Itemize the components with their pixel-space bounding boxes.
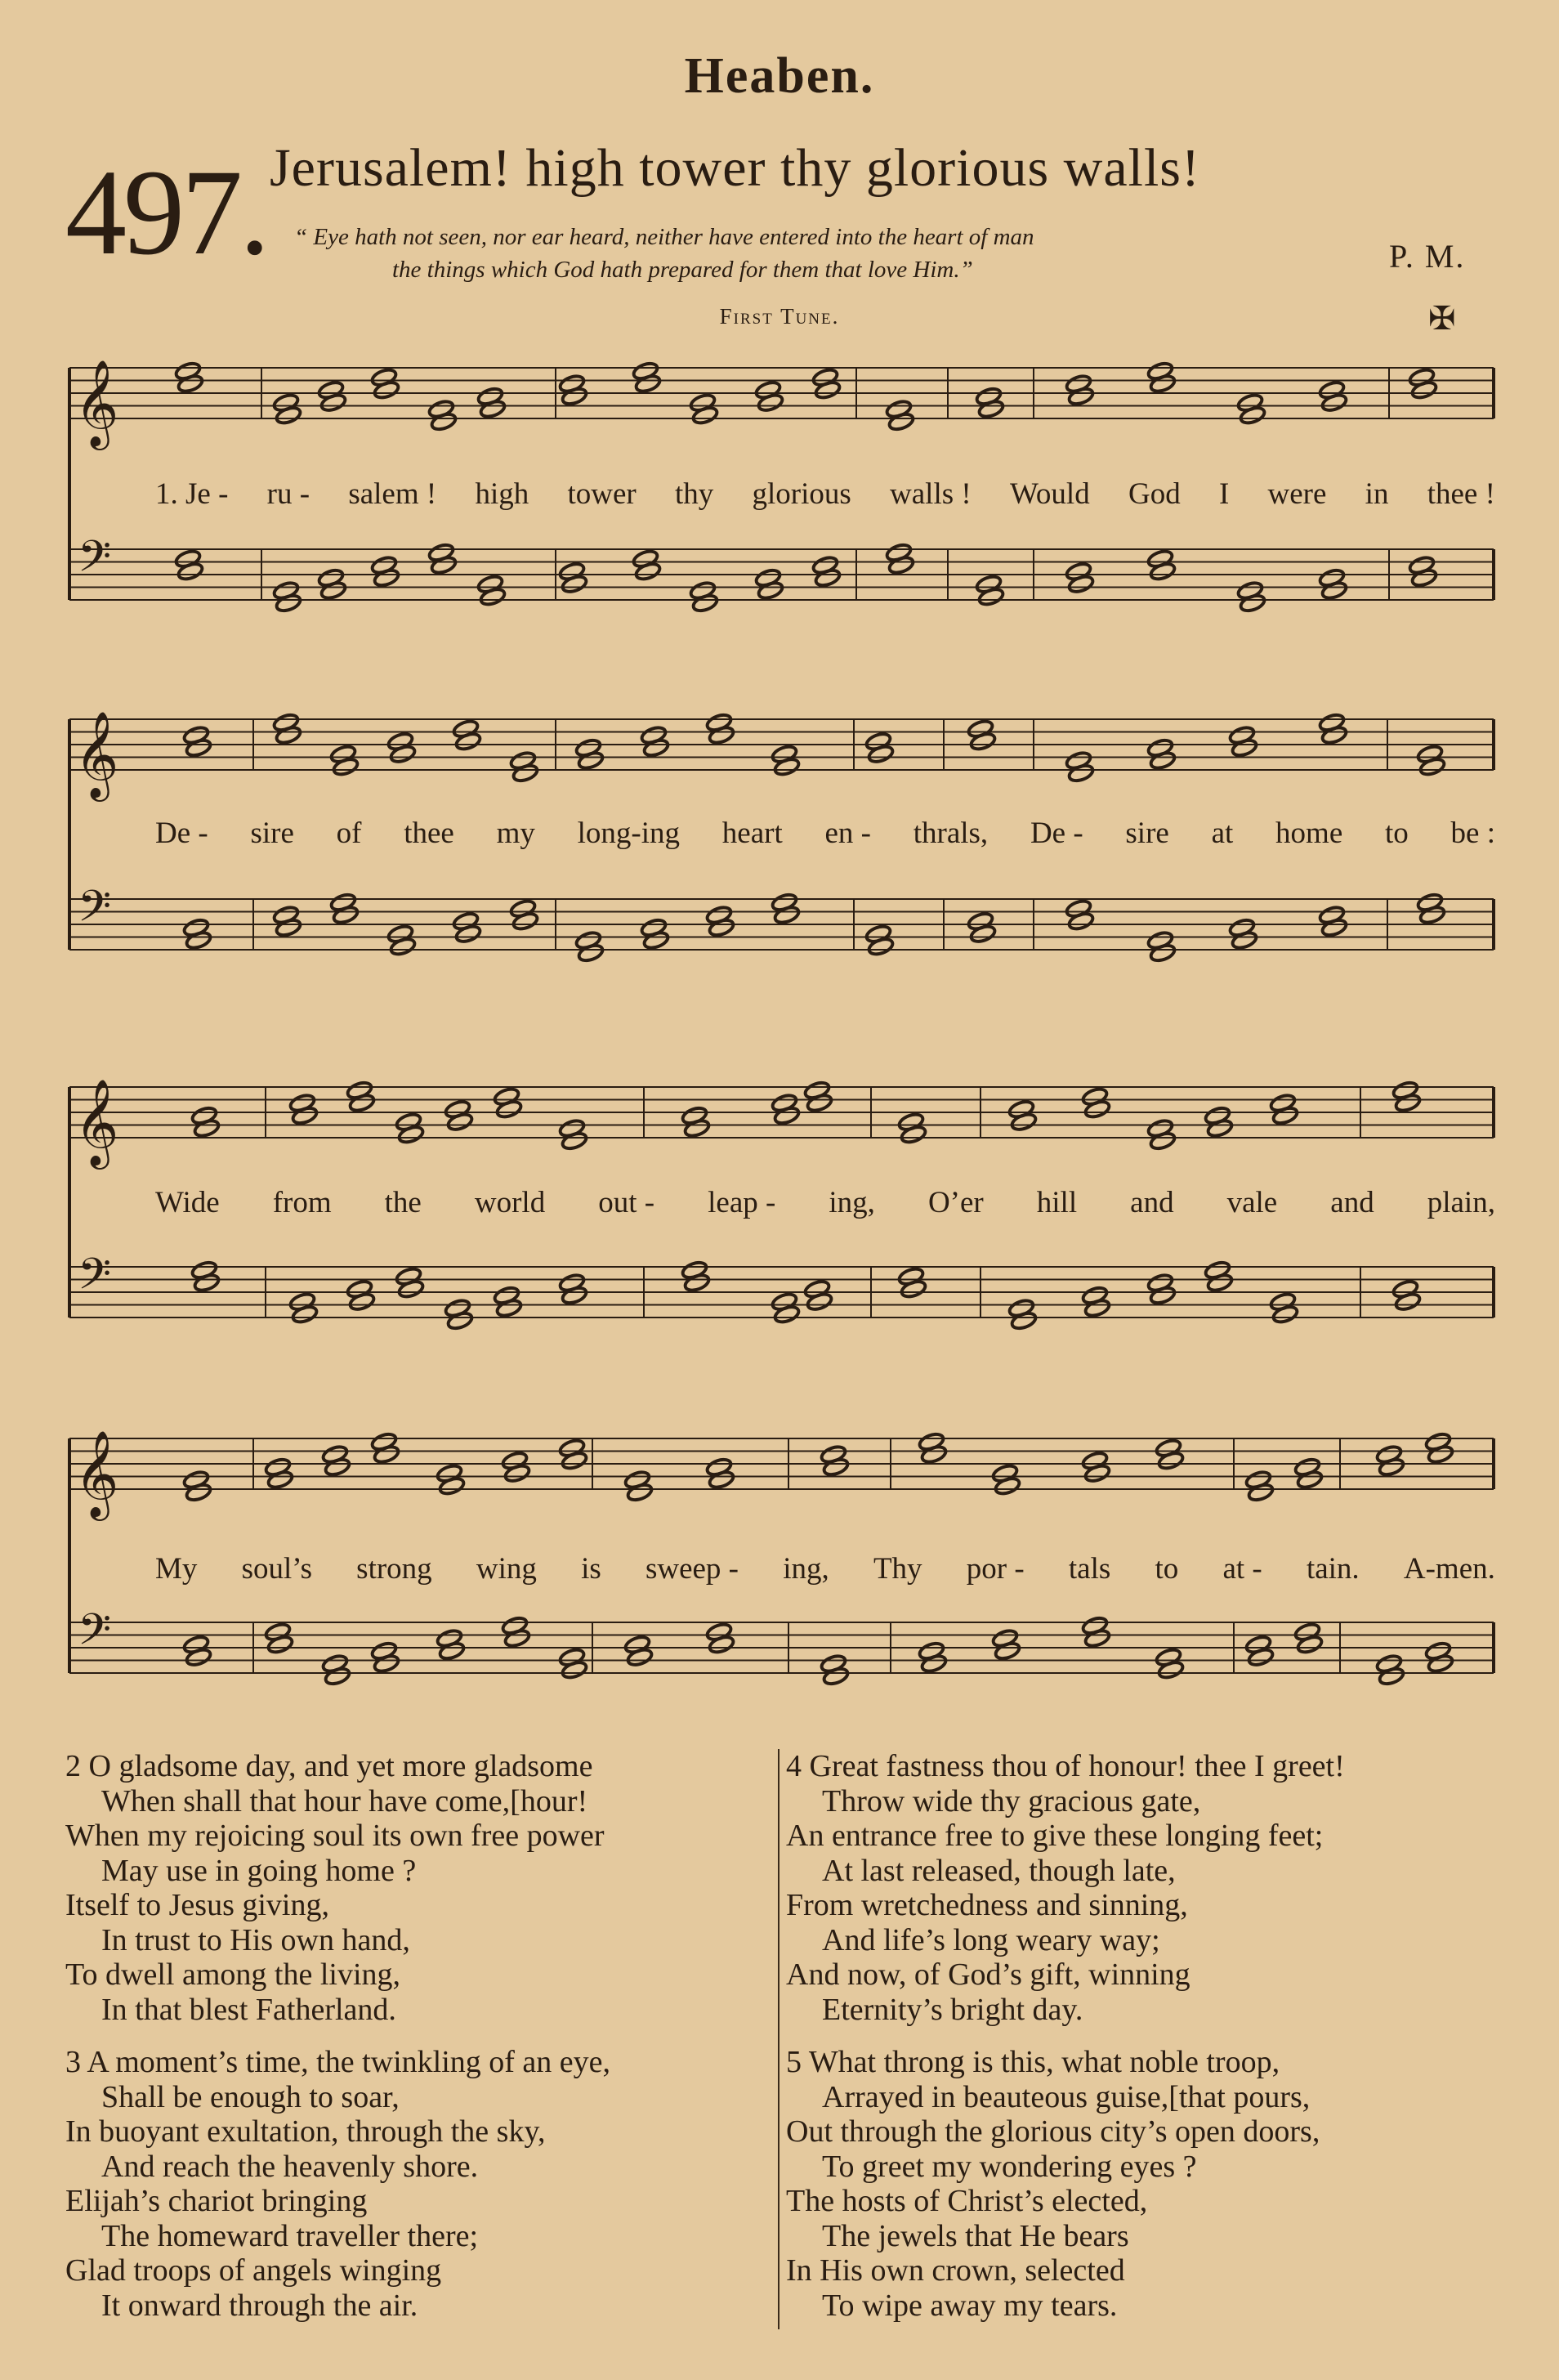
- note-head: [1206, 1118, 1234, 1139]
- verse-block: [65, 1749, 776, 2027]
- note-head: [773, 1304, 801, 1325]
- lyric-syllable: home: [1275, 816, 1343, 850]
- lyric-syllable: glorious: [752, 477, 851, 511]
- verse-line: Elijah’s chariot bringing: [65, 2184, 368, 2218]
- note-head: [185, 1647, 212, 1667]
- note-head: [193, 1118, 221, 1139]
- note-head: [814, 567, 842, 588]
- verse-line: To wipe away my tears.: [822, 2288, 1118, 2323]
- lyric-syllable: My: [155, 1552, 198, 1586]
- tune-name: First Tune.: [719, 304, 840, 329]
- note-head: [1231, 930, 1258, 951]
- note-head: [438, 1640, 466, 1661]
- note-head: [373, 1653, 400, 1674]
- note-head: [683, 1273, 711, 1293]
- lyric-syllable: long-ing: [577, 816, 681, 850]
- note-head: [1231, 737, 1258, 758]
- lyric-syllable: thy: [674, 477, 714, 511]
- note-head: [1067, 911, 1095, 932]
- note-head: [1149, 374, 1177, 394]
- note-head: [626, 1647, 654, 1667]
- lyric-syllable: and: [1130, 1186, 1174, 1219]
- note-head: [577, 942, 605, 963]
- lyric-syllable: Wide: [155, 1186, 220, 1219]
- note-head: [1247, 1482, 1275, 1502]
- note-head: [1320, 725, 1348, 745]
- verse-line: In buoyant exultation, through the sky,: [65, 2114, 546, 2149]
- note-head: [1378, 1666, 1405, 1686]
- note-head: [561, 1130, 588, 1151]
- note-head: [814, 380, 842, 400]
- note-head: [900, 1279, 927, 1300]
- verse-line: The jewels that He bears: [822, 2218, 1129, 2253]
- note-head: [373, 567, 400, 588]
- lyric-syllable: plain,: [1427, 1186, 1495, 1219]
- note-head: [887, 555, 915, 575]
- note-head: [495, 1099, 523, 1120]
- lyric-syllable: strong: [356, 1552, 432, 1586]
- verse-line: In that blest Fatherland.: [101, 1992, 396, 2027]
- note-head: [806, 1291, 833, 1312]
- note-head: [324, 1666, 351, 1686]
- verse-line: May use in going home ?: [101, 1853, 417, 1888]
- lyric-syllable: heart: [721, 816, 783, 850]
- lyric-syllable: hill: [1036, 1186, 1078, 1219]
- note-head: [1206, 1273, 1234, 1293]
- note-head: [446, 1310, 474, 1331]
- note-head: [332, 905, 360, 925]
- lyric-syllable: De -: [155, 816, 208, 850]
- note-head: [708, 725, 735, 745]
- lyric-syllable: thrals,: [913, 816, 989, 850]
- hymn-title: Jerusalem! high tower thy glorious walls!: [270, 138, 1200, 198]
- note-head: [291, 1105, 319, 1125]
- note-head: [1427, 1653, 1454, 1674]
- lyric-syllable: leap -: [708, 1186, 776, 1219]
- note-head: [867, 744, 895, 764]
- note-head: [920, 1444, 948, 1465]
- note-head: [994, 1476, 1021, 1496]
- verse-line: In His own crown, selected: [786, 2253, 1125, 2288]
- note-head: [1083, 1463, 1111, 1483]
- treble-clef-icon: 𝄞: [74, 1078, 119, 1165]
- note-head: [1157, 1660, 1185, 1680]
- lyric-syllable: world: [474, 1186, 546, 1219]
- lyric-syllable: O’er: [927, 1186, 984, 1219]
- note-head: [977, 399, 1005, 419]
- lyric-syllable: thee: [404, 816, 454, 850]
- note-head: [642, 737, 670, 758]
- verse-line: At last released, though late,: [822, 1853, 1176, 1888]
- note-head: [1410, 380, 1438, 400]
- note-head: [1320, 392, 1348, 413]
- note-head: [319, 580, 347, 601]
- lyric-syllable: were: [1267, 477, 1327, 511]
- lyric-syllable: por -: [966, 1552, 1025, 1586]
- bass-clef-icon: 𝄢: [78, 882, 112, 943]
- note-head: [1149, 1285, 1177, 1305]
- note-head: [561, 1660, 588, 1680]
- verses-right-column: [786, 1749, 1513, 2341]
- hymn-number: 497.: [65, 145, 267, 280]
- note-head: [773, 757, 801, 777]
- verse-line: It onward through the air.: [101, 2288, 418, 2323]
- verse-line: And life’s long weary way;: [822, 1922, 1160, 1957]
- note-head: [773, 1105, 801, 1125]
- note-head: [446, 1112, 474, 1132]
- lyric-syllable: sweep -: [645, 1552, 739, 1586]
- note-head: [1149, 942, 1177, 963]
- note-head: [503, 1628, 531, 1649]
- lyric-syllable: Thy: [873, 1552, 922, 1586]
- note-head: [397, 1279, 425, 1300]
- note-head: [1296, 1635, 1324, 1655]
- lyric-syllable: A-men.: [1403, 1552, 1495, 1586]
- note-head: [691, 405, 719, 426]
- note-head: [348, 1291, 376, 1312]
- note-head: [1067, 763, 1095, 783]
- note-head: [503, 1463, 531, 1483]
- note-head: [511, 911, 539, 932]
- note-head: [561, 574, 588, 594]
- note-head: [495, 1298, 523, 1318]
- verse-line: Shall be enough to soar,: [101, 2079, 400, 2114]
- verse-line: 5 What throng is this, what noble troop,: [786, 2045, 1280, 2079]
- note-head: [626, 1482, 654, 1502]
- lyric-syllable: my: [496, 816, 535, 850]
- note-head: [1418, 905, 1446, 925]
- column-divider: [778, 1749, 780, 2329]
- verse-line: When shall that hour have come,[hour!: [101, 1783, 588, 1819]
- epigraph-line-1: “ Eye hath not seen, nor ear heard, neither have entered into the heart of man: [294, 224, 1034, 250]
- verse-line: An entrance free to give these longing feet;: [786, 1819, 1324, 1853]
- verse-line: 3 A moment’s time, the twinkling of an eye,: [65, 2045, 611, 2079]
- lyric-syllable: ing,: [783, 1552, 829, 1586]
- note-head: [373, 380, 400, 400]
- lyric-syllable: in: [1365, 477, 1389, 511]
- verse-line: 2 O gladsome day, and yet more gladsome: [65, 1749, 593, 1783]
- note-head: [438, 1476, 466, 1496]
- note-head: [1239, 593, 1266, 613]
- verse-line: And reach the heavenly shore.: [101, 2149, 479, 2184]
- note-head: [1418, 757, 1446, 777]
- note-head: [275, 593, 302, 613]
- note-head: [642, 930, 670, 951]
- treble-clef-icon: 𝄞: [74, 710, 119, 798]
- note-head: [319, 392, 347, 413]
- verse-line: Throw wide thy gracious gate,: [822, 1783, 1201, 1819]
- note-head: [757, 392, 784, 413]
- note-head: [1083, 1298, 1111, 1318]
- note-head: [887, 411, 915, 432]
- lyric-syllable: ing,: [829, 1186, 875, 1219]
- note-head: [373, 1444, 400, 1465]
- verse-line: Glad troops of angels winging: [65, 2253, 442, 2288]
- note-head: [806, 1093, 833, 1113]
- lyric-syllable: wing: [476, 1552, 537, 1586]
- note-head: [1010, 1310, 1038, 1331]
- lyric-syllable: walls !: [890, 477, 972, 511]
- note-head: [969, 731, 997, 752]
- note-head: [900, 1125, 927, 1145]
- note-head: [561, 1451, 588, 1471]
- lyric-syllable: ru -: [266, 477, 310, 511]
- note-head: [1320, 917, 1348, 937]
- lyric-syllable: at: [1211, 816, 1234, 850]
- note-head: [1157, 1451, 1185, 1471]
- lyric-syllable: high: [475, 477, 529, 511]
- verse-line: The homeward traveller there;: [101, 2218, 479, 2253]
- note-head: [1394, 1093, 1422, 1113]
- note-head: [1247, 1647, 1275, 1667]
- lyric-syllable: be :: [1450, 816, 1495, 850]
- note-head: [348, 1093, 376, 1113]
- note-head: [577, 750, 605, 771]
- bass-clef-icon: 𝄢: [78, 1250, 112, 1311]
- note-head: [1067, 574, 1095, 594]
- note-head: [479, 399, 507, 419]
- note-head: [708, 1635, 735, 1655]
- note-head: [1083, 1099, 1111, 1120]
- note-head: [1083, 1628, 1111, 1649]
- note-head: [185, 737, 212, 758]
- note-head: [275, 405, 302, 426]
- verse-line: To greet my wondering eyes ?: [822, 2149, 1197, 2184]
- lyric-syllable: 1. Je -: [155, 477, 229, 511]
- note-head: [822, 1456, 850, 1477]
- note-head: [920, 1653, 948, 1674]
- note-head: [708, 917, 735, 937]
- verse-block: [65, 2045, 776, 2323]
- lyric-syllable: to: [1385, 816, 1409, 850]
- bass-clef-icon: 𝄢: [78, 532, 112, 593]
- verse-line: In trust to His own hand,: [101, 1922, 410, 1957]
- note-head: [389, 937, 417, 957]
- lyric-line-4: [155, 1551, 1495, 1586]
- lyric-syllable: out -: [598, 1186, 655, 1219]
- verses-left-column: [65, 1749, 776, 2341]
- meter-label: P. M.: [1389, 238, 1466, 275]
- bass-clef-icon: 𝄢: [78, 1605, 112, 1666]
- lyric-syllable: thee !: [1427, 477, 1495, 511]
- note-head: [511, 763, 539, 783]
- note-head: [454, 731, 482, 752]
- lyric-syllable: the: [384, 1186, 422, 1219]
- note-head: [479, 587, 507, 607]
- lyric-syllable: tals: [1068, 1552, 1111, 1586]
- note-head: [1410, 567, 1438, 588]
- note-head: [691, 593, 719, 613]
- treble-clef-icon: 𝄞: [74, 1429, 119, 1517]
- note-head: [176, 561, 204, 582]
- lyric-syllable: De -: [1030, 816, 1083, 850]
- verse-line: To dwell among the living,: [65, 1957, 401, 1992]
- verse-block: [786, 2045, 1513, 2323]
- note-head: [324, 1456, 351, 1477]
- note-head: [1010, 1112, 1038, 1132]
- note-head: [1320, 580, 1348, 601]
- lyric-syllable: from: [272, 1186, 332, 1219]
- verse-line: Out through the glorious city’s open doors,: [786, 2114, 1320, 2149]
- note-head: [454, 924, 482, 944]
- lyric-syllable: and: [1330, 1186, 1374, 1219]
- note-head: [1149, 1130, 1177, 1151]
- treble-clef-icon: 𝄞: [74, 359, 119, 446]
- lyric-line-3: [155, 1185, 1495, 1220]
- note-head: [773, 905, 801, 925]
- verse-line: When my rejoicing soul its own free power: [65, 1819, 605, 1853]
- lyric-syllable: of: [336, 816, 362, 850]
- lyric-syllable: God: [1128, 477, 1181, 511]
- note-head: [969, 924, 997, 944]
- note-head: [977, 587, 1005, 607]
- lyric-syllable: sire: [1125, 816, 1169, 850]
- lyric-line-2: [155, 816, 1495, 851]
- verse-block: [786, 1749, 1513, 2027]
- verse-line: Eternity’s bright day.: [822, 1992, 1083, 2027]
- note-head: [708, 1470, 735, 1490]
- note-head: [994, 1640, 1021, 1661]
- note-head: [634, 561, 662, 582]
- lyric-syllable: at -: [1222, 1552, 1262, 1586]
- note-head: [561, 386, 588, 406]
- note-head: [275, 725, 302, 745]
- page-heading: Heaben.: [684, 48, 875, 104]
- note-head: [266, 1635, 294, 1655]
- note-head: [1296, 1470, 1324, 1490]
- note-head: [1378, 1456, 1405, 1477]
- verse-line: From wretchedness and sinning,: [786, 1888, 1188, 1922]
- note-head: [332, 757, 360, 777]
- lyric-syllable: en -: [824, 816, 871, 850]
- epigraph-line-2: the things which God hath prepared for them that love Him.”: [392, 257, 973, 283]
- note-head: [867, 937, 895, 957]
- note-head: [275, 917, 302, 937]
- note-head: [430, 555, 458, 575]
- verse-line: Itself to Jesus giving,: [65, 1888, 329, 1922]
- cross-icon: ✠: [1428, 300, 1456, 337]
- note-head: [561, 1285, 588, 1305]
- verse-line: Arrayed in beauteous guise,[that pours,: [822, 2079, 1311, 2114]
- note-head: [1394, 1291, 1422, 1312]
- lyric-syllable: salem !: [348, 477, 437, 511]
- note-head: [1149, 561, 1177, 582]
- note-head: [1239, 405, 1266, 426]
- lyric-syllable: is: [581, 1552, 601, 1586]
- lyric-syllable: I: [1218, 477, 1230, 511]
- note-head: [757, 580, 784, 601]
- lyric-syllable: soul’s: [241, 1552, 312, 1586]
- note-head: [185, 930, 212, 951]
- verse-line: The hosts of Christ’s elected,: [786, 2184, 1148, 2218]
- note-head: [822, 1666, 850, 1686]
- note-head: [1271, 1105, 1299, 1125]
- lyric-syllable: vale: [1226, 1186, 1278, 1219]
- lyric-syllable: tain.: [1306, 1552, 1360, 1586]
- lyric-line-1: [155, 476, 1495, 512]
- note-head: [683, 1118, 711, 1139]
- note-head: [266, 1470, 294, 1490]
- lyric-syllable: sire: [250, 816, 294, 850]
- note-head: [1149, 750, 1177, 771]
- note-head: [176, 374, 204, 394]
- lyric-syllable: Would: [1009, 477, 1090, 511]
- verse-line: And now, of God’s gift, winning: [786, 1957, 1190, 1992]
- note-head: [1271, 1304, 1299, 1325]
- note-head: [193, 1273, 221, 1293]
- note-head: [1067, 386, 1095, 406]
- note-head: [291, 1304, 319, 1325]
- note-head: [1427, 1444, 1454, 1465]
- note-head: [389, 744, 417, 764]
- lyric-syllable: tower: [567, 477, 637, 511]
- note-head: [430, 411, 458, 432]
- verse-line: 4 Great fastness thou of honour! thee I greet!: [786, 1749, 1345, 1783]
- note-head: [397, 1125, 425, 1145]
- lyric-syllable: to: [1155, 1552, 1179, 1586]
- note-head: [634, 374, 662, 394]
- note-head: [185, 1482, 212, 1502]
